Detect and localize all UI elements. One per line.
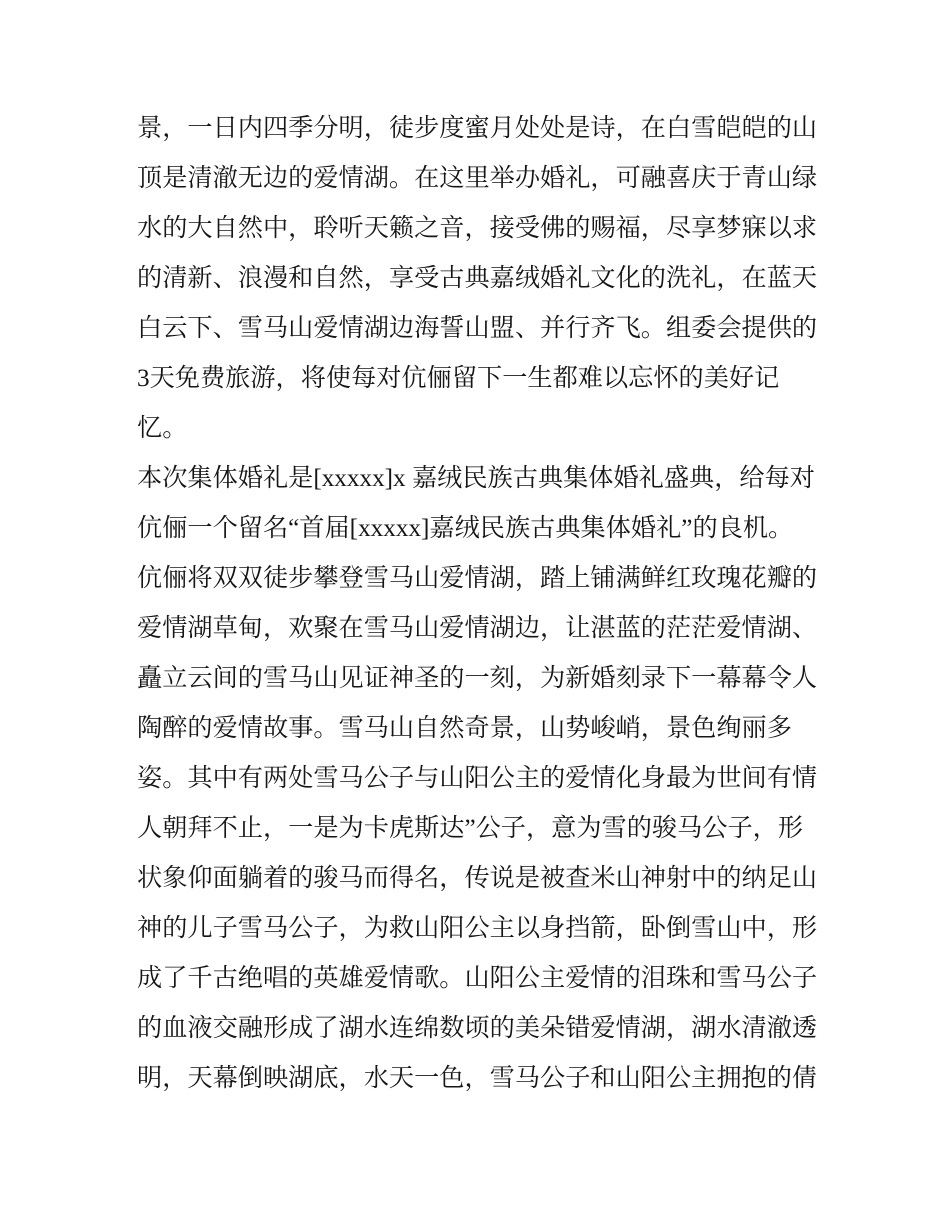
text-line: 水的大自然中，聆听天籁之音，接受佛的赐福，尽享梦寐以求 bbox=[137, 215, 818, 242]
text-line: 成了千古绝唱的英雄爱情歌。山阳公主爱情的泪珠和雪马公子 bbox=[137, 965, 818, 992]
text-line: 伉俪将双双徒步攀登雪马山爱情湖，踏上铺满鲜红玫瑰花瓣的 bbox=[137, 565, 818, 592]
text-line: 的血液交融形成了湖水连绵数顷的美朵错爱情湖，湖水清澈透 bbox=[137, 1015, 818, 1042]
text-line: 状象仰面躺着的骏马而得名，传说是被查米山神射中的纳足山 bbox=[137, 865, 818, 892]
text-line: 伉俪一个留名“首届[xxxxx]嘉绒民族古典集体婚礼”的良机。 bbox=[137, 515, 794, 542]
text-line: 爱情湖草甸，欢聚在雪马山爱情湖边，让湛蓝的茫茫爱情湖、 bbox=[137, 615, 818, 642]
text-line: 顶是清澈无边的爱情湖。在这里举办婚礼，可融喜庆于青山绿 bbox=[137, 165, 818, 192]
text-line: 人朝拜不止，一是为卡虎斯达”公子，意为雪的骏马公子，形 bbox=[137, 815, 804, 842]
text-line: 矗立云间的雪马山见证神圣的一刻，为新婚刻录下一幕幕令人 bbox=[137, 665, 818, 692]
text-line: 明，天幕倒映湖底，水天一色，雪马公子和山阳公主拥抱的倩 bbox=[137, 1065, 818, 1092]
text-line: 本次集体婚礼是[xxxxx]x 嘉绒民族古典集体婚礼盛典，给每对 bbox=[137, 465, 815, 492]
text-block bbox=[137, 104, 825, 1104]
text-line: 的清新、浪漫和自然，享受古典嘉绒婚礼文化的洗礼，在蓝天 bbox=[137, 265, 818, 292]
text-line: 忆。 bbox=[137, 415, 188, 442]
text-line: 姿。其中有两处雪马公子与山阳公主的爱情化身最为世间有情 bbox=[137, 765, 818, 792]
text-line: 景，一日内四季分明，徒步度蜜月处处是诗，在白雪皑皑的山 bbox=[137, 115, 818, 142]
text-line: 神的儿子雪马公子，为救山阳公主以身挡箭，卧倒雪山中，形 bbox=[137, 915, 818, 942]
text-line: 白云下、雪马山爱情湖边海誓山盟、并行齐飞。组委会提供的 bbox=[137, 315, 818, 342]
text-line: 陶醉的爱情故事。雪马山自然奇景，山势峻峭，景色绚丽多 bbox=[137, 715, 792, 742]
text-line: 3天免费旅游，将使每对伉俪留下一生都难以忘怀的美好记 bbox=[137, 365, 780, 392]
